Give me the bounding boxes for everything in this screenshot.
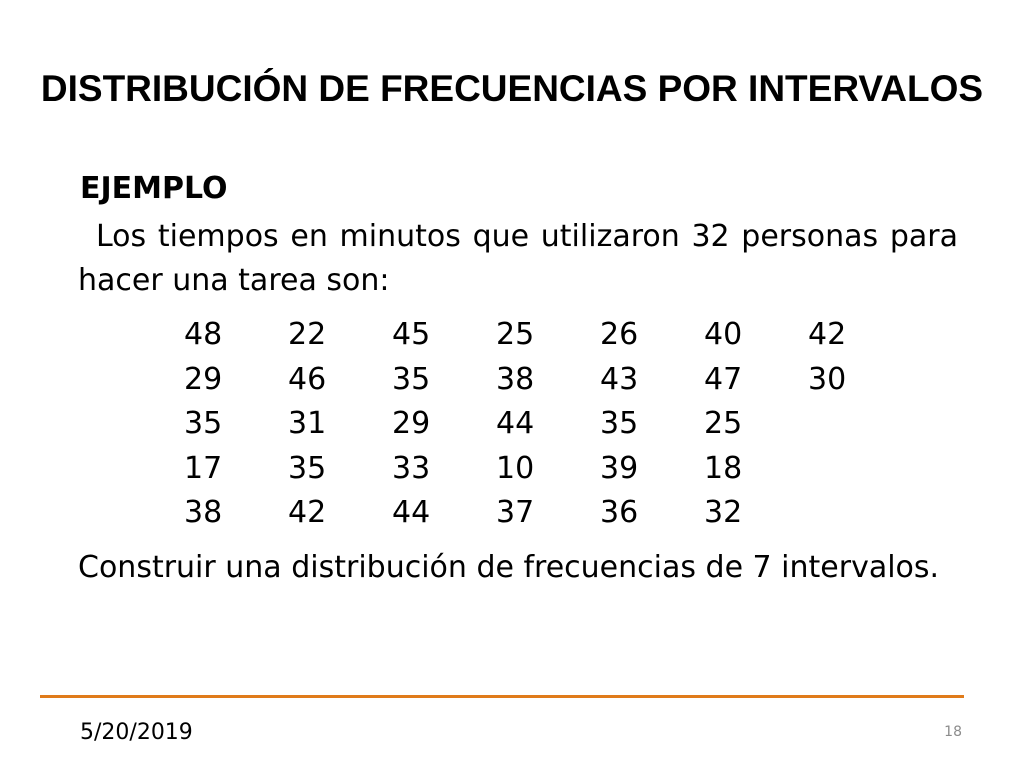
data-value: 29 [184,361,223,397]
data-value: 35 [600,406,639,441]
data-value: 44 [392,495,431,530]
data-value: 18 [704,450,743,486]
data-values-block [184,313,912,536]
data-value: 43 [600,361,639,397]
data-value: 33 [392,450,431,486]
slide-title: DISTRIBUCIÓN DE FRECUENCIAS POR INTERVALOS [40,68,984,109]
data-value: 42 [288,495,327,530]
data-value: 48 [184,317,223,352]
data-row [184,447,912,492]
data-row [184,358,912,403]
task-text: Construir una distribución de frecuencias de 7 intervalos. [78,550,940,585]
data-value: 44 [496,406,535,441]
data-value: 35 [184,406,223,441]
data-value: 37 [496,495,535,530]
data-row [184,402,912,447]
data-value: 32 [704,495,743,530]
data-value: 46 [288,361,327,397]
data-value: 42 [808,317,847,352]
data-value: 17 [184,450,223,486]
data-value: 38 [184,495,223,530]
footer-divider [40,695,964,698]
data-value: 10 [496,450,535,486]
example-label: EJEMPLO [80,171,228,206]
data-value: 47 [704,361,743,397]
intro-text: Los tiempos en minutos que utilizaron 32 personas para hacer una tarea son: [78,219,958,298]
data-value: 30 [808,361,847,397]
data-value: 36 [600,495,639,530]
data-value: 35 [288,450,327,486]
data-value: 29 [392,406,431,441]
footer-date: 5/20/2019 [80,720,193,745]
page-number: 18 [944,724,962,740]
data-value: 39 [600,450,639,486]
data-row [184,313,912,358]
data-value: 35 [392,361,431,397]
data-value: 45 [392,317,431,352]
data-row [184,491,912,536]
data-value: 26 [600,317,639,352]
data-value: 38 [496,361,535,397]
data-value: 40 [704,317,743,352]
data-value: 22 [288,317,327,352]
data-value: 25 [704,406,743,441]
data-value: 25 [496,317,535,352]
data-value: 31 [288,406,327,441]
